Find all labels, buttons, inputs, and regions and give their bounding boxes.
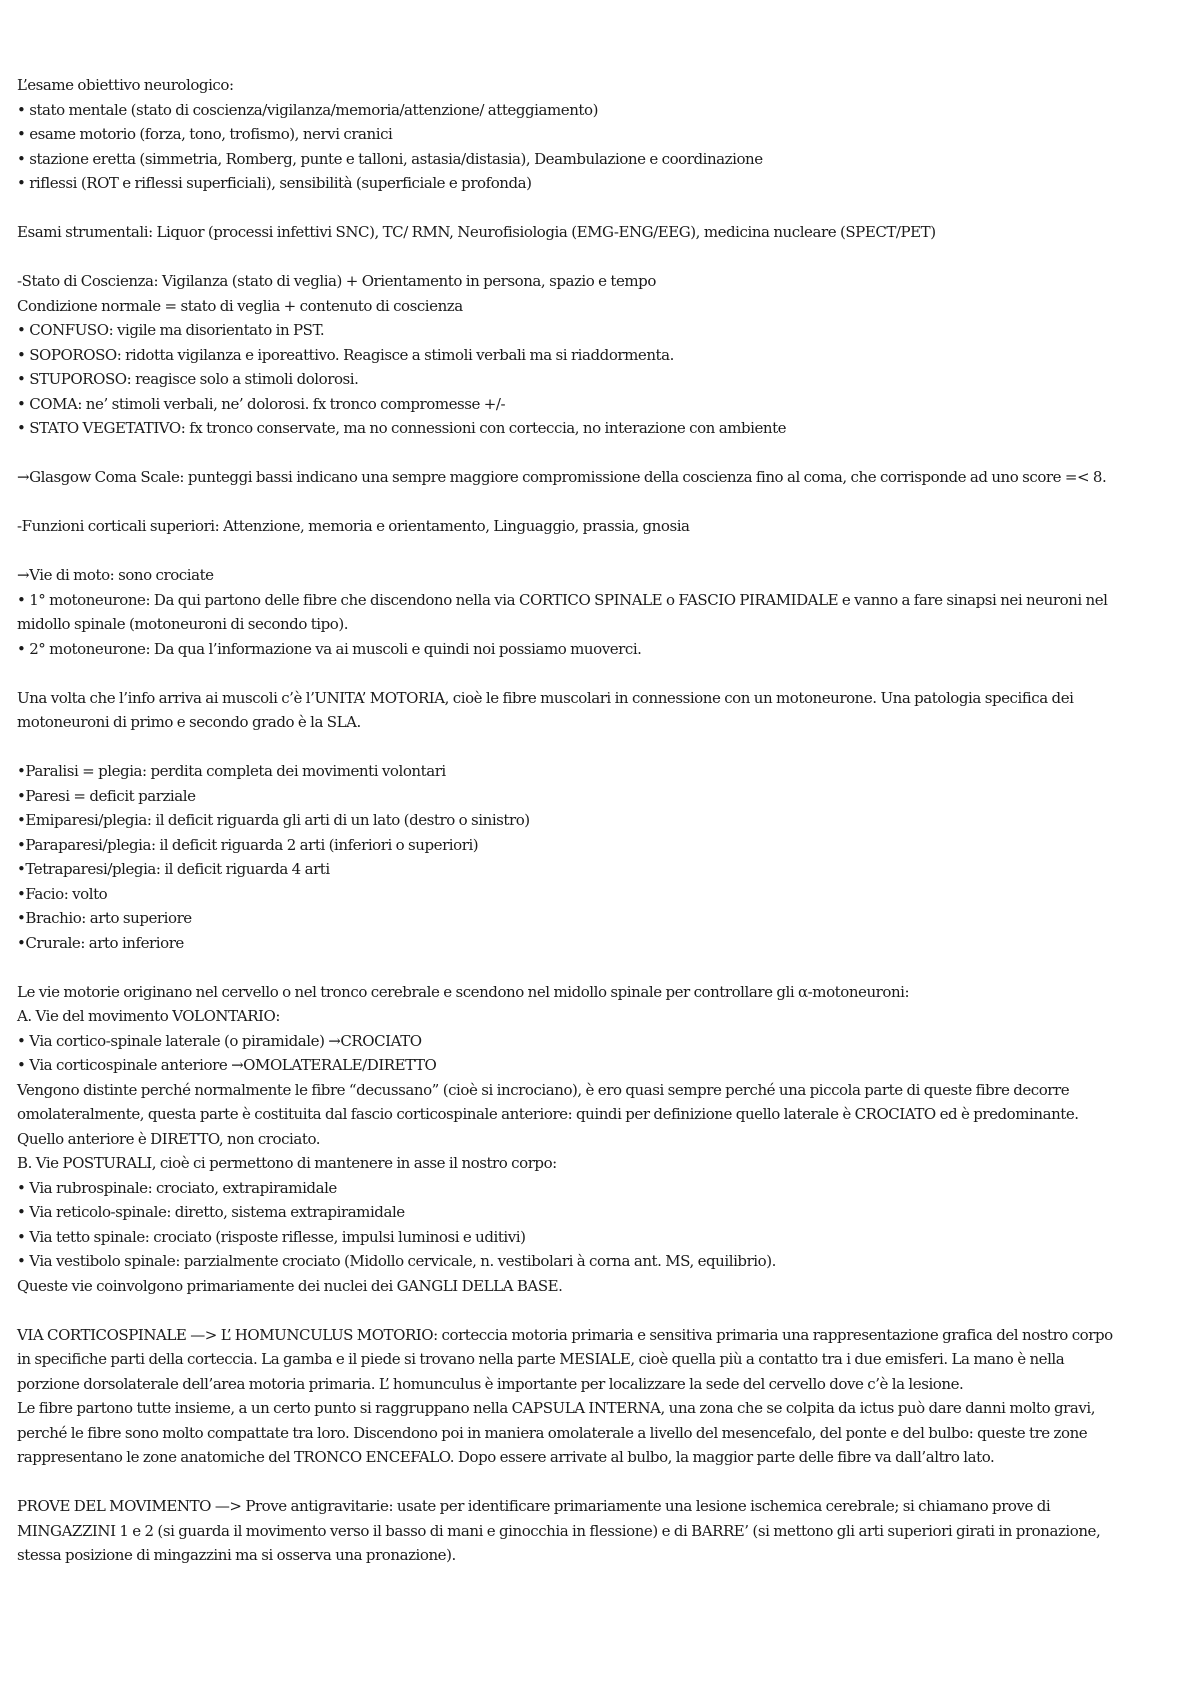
paragraph: [17, 465, 1187, 490]
text-line: Condizione normale = stato di veglia + contenuto di coscienza: [17, 296, 463, 315]
text-line: •Crurale: arto inferiore: [17, 933, 184, 952]
text-line: •Emiparesi/plegia: il deficit riguarda gli arti di un lato (destro o sinistro): [17, 811, 530, 829]
paragraph: [17, 563, 1187, 661]
text-line: Queste vie coinvolgono primariamente dei nuclei dei GANGLI DELLA BASE.: [17, 1276, 563, 1295]
text-line: omolateralmente, questa parte è costituita dal fascio corticospinale anteriore: quindi per definizione quello laterale è CROCIATO ed è predominante.: [17, 1105, 1079, 1123]
paragraph: [17, 269, 1187, 441]
text-line: midollo spinale (motoneuroni di secondo tipo).: [17, 615, 349, 633]
text-line: •Brachio: arto superiore: [17, 909, 192, 927]
paragraph: [17, 980, 1187, 1299]
text-line: • stazione eretta (simmetria, Romberg, punte e talloni, astasia/distasia), Deambulazione e coordinazione: [17, 149, 763, 168]
text-line: porzione dorsolaterale dell’area motoria primaria. L’ homunculus è importante per localizzare la sede del cervello dove c’è la lesione.: [17, 1374, 964, 1393]
text-line: →Vie di moto: sono crociate: [17, 566, 214, 584]
text-line: •Paresi = deficit parziale: [17, 786, 196, 805]
text-line: • SOPOROSO: ridotta vigilanza e iporeattivo. Reagisce a stimoli verbali ma si riaddormenta.: [17, 345, 674, 364]
text-line: • COMA: ne’ stimoli verbali, ne’ dolorosi. fx tronco compromesse +/-: [17, 394, 506, 413]
paragraph: [17, 1323, 1187, 1470]
text-line: • riflessi (ROT e riflessi superficiali), sensibilità (superficiale e profonda): [17, 174, 532, 192]
paragraph-gap: [17, 196, 1187, 221]
text-line: in specifiche parti della corteccia. La gamba e il piede si trovano nella parte MESIALE, cioè quella più a contatto tra i due emisferi. La mano è nella: [17, 1350, 1065, 1368]
text-line: • Via tetto spinale: crociato (risposte riflesse, impulsi luminosi e uditivi): [17, 1227, 526, 1246]
text-line: • Via cortico-spinale laterale (o piramidale) →CROCIATO: [17, 1031, 422, 1050]
text-line: L’esame obiettivo neurologico:: [17, 76, 234, 94]
paragraph-gap: [17, 1470, 1187, 1495]
text-line: Le vie motorie originano nel cervello o nel tronco cerebrale e scendono nel midollo spinale per controllare gli α-motoneuroni:: [17, 982, 910, 1001]
text-line: •Paraparesi/plegia: il deficit riguarda 2 arti (inferiori o superiori): [17, 835, 479, 854]
text-line: Quello anteriore è DIRETTO, non crociato.: [17, 1129, 321, 1148]
text-line: VIA CORTICOSPINALE —> L’ HOMUNCULUS MOTORIO: corteccia motoria primaria e sensitiva primaria una rappresentazione grafica del nostro corpo: [17, 1325, 1113, 1344]
text-line: • esame motorio (forza, tono, trofismo), nervi cranici: [17, 125, 393, 143]
paragraph-gap: [17, 441, 1187, 466]
paragraph-gap: [17, 490, 1187, 515]
paragraph-gap: [17, 539, 1187, 564]
text-line: • Via corticospinale anteriore →OMOLATERALE/DIRETTO: [17, 1056, 437, 1074]
text-line: • 2° motoneurone: Da qua l’informazione va ai muscoli e quindi noi possiamo muoverci.: [17, 639, 642, 658]
text-line: →Glasgow Coma Scale: punteggi bassi indicano una sempre maggiore compromissione della coscienza fino al coma, che corrisponde ad uno score =< 8.: [17, 468, 1107, 486]
paragraph-gap: [17, 955, 1187, 980]
text-line: Esami strumentali: Liquor (processi infettivi SNC), TC/ RMN, Neurofisiologia (EMG-ENG/EEG), medicina nucleare (SPECT/PET): [17, 223, 936, 241]
text-line: •Facio: volto: [17, 884, 108, 903]
text-line: MINGAZZINI 1 e 2 (si guarda il movimento verso il basso di mani e ginocchia in flessione) e di BARRE’ (si mettono gli arti superiori girati in pronazione,: [17, 1521, 1101, 1540]
text-line: Una volta che l’info arriva ai muscoli c’è l’UNITA’ MOTORIA, cioè le fibre muscolari in connessione con un motoneurone. Una patologia specifica dei: [17, 688, 1074, 707]
text-line: • Via reticolo-spinale: diretto, sistema extrapiramidale: [17, 1203, 405, 1221]
text-line: •Tetraparesi/plegia: il deficit riguarda 4 arti: [17, 860, 330, 878]
text-line: B. Vie POSTURALI, cioè ci permettono di mantenere in asse il nostro corpo:: [17, 1154, 557, 1172]
text-line: •Paralisi = plegia: perdita completa dei movimenti volontari: [17, 762, 446, 780]
paragraph-gap: [17, 661, 1187, 686]
text-line: -Funzioni corticali superiori: Attenzione, memoria e orientamento, Linguaggio, prassia, gnosia: [17, 517, 690, 535]
text-line: Vengono distinte perché normalmente le fibre “decussano” (cioè si incrociano), è ero quasi sempre perché una piccola parte di queste fibre decorre: [17, 1080, 1070, 1099]
text-line: motoneuroni di primo e secondo grado è la SLA.: [17, 713, 361, 731]
text-line: rappresentano le zone anatomiche del TRONCO ENCEFALO. Dopo essere arrivate al bulbo, la maggior parte delle fibre va dall’altro lato.: [17, 1448, 995, 1466]
text-line: • Via rubrospinale: crociato, extrapiramidale: [17, 1178, 337, 1197]
paragraph-gap: [17, 735, 1187, 760]
paragraph: [17, 759, 1187, 955]
paragraph-gap: [17, 245, 1187, 270]
text-line: stessa posizione di mingazzini ma si osserva una pronazione).: [17, 1546, 456, 1564]
text-line: • Via vestibolo spinale: parzialmente crociato (Midollo cervicale, n. vestibolari à corna ant. MS, equilibrio).: [17, 1252, 776, 1270]
text-line: Le fibre partono tutte insieme, a un certo punto si raggruppano nella CAPSULA INTERNA, una zona che se colpita da ictus può dare danni molto gravi,: [17, 1399, 1096, 1417]
text-line: -Stato di Coscienza: Vigilanza (stato di veglia) + Orientamento in persona, spazio e tempo: [17, 272, 656, 290]
document-body: [17, 73, 1187, 1568]
paragraph: [17, 686, 1187, 735]
paragraph: [17, 1494, 1187, 1568]
paragraph: [17, 73, 1187, 196]
text-line: • STUPOROSO: reagisce solo a stimoli dolorosi.: [17, 370, 359, 388]
paragraph: [17, 514, 1187, 539]
text-line: • 1° motoneurone: Da qui partono delle fibre che discendono nella via CORTICO SPINALE o FASCIO PIRAMIDALE e vanno a fare sinapsi nei neuroni nel: [17, 590, 1108, 609]
paragraph: [17, 220, 1187, 245]
text-line: perché le fibre sono molto compattate tra loro. Discendono poi in maniera omolaterale a livello del mesencefalo, del ponte e del bulbo: queste tre zone: [17, 1423, 1088, 1442]
text-line: • CONFUSO: vigile ma disorientato in PST.: [17, 321, 325, 339]
text-line: A. Vie del movimento VOLONTARIO:: [17, 1007, 280, 1025]
paragraph-gap: [17, 1298, 1187, 1323]
text-line: • STATO VEGETATIVO: fx tronco conservate, ma no connessioni con corteccia, no interazione con ambiente: [17, 419, 787, 437]
text-line: • stato mentale (stato di coscienza/vigilanza/memoria/attenzione/ atteggiamento): [17, 100, 598, 119]
text-line: PROVE DEL MOVIMENTO —> Prove antigravitarie: usate per identificare primariamente una lesione ischemica cerebrale; si chiamano prove di: [17, 1497, 1051, 1515]
